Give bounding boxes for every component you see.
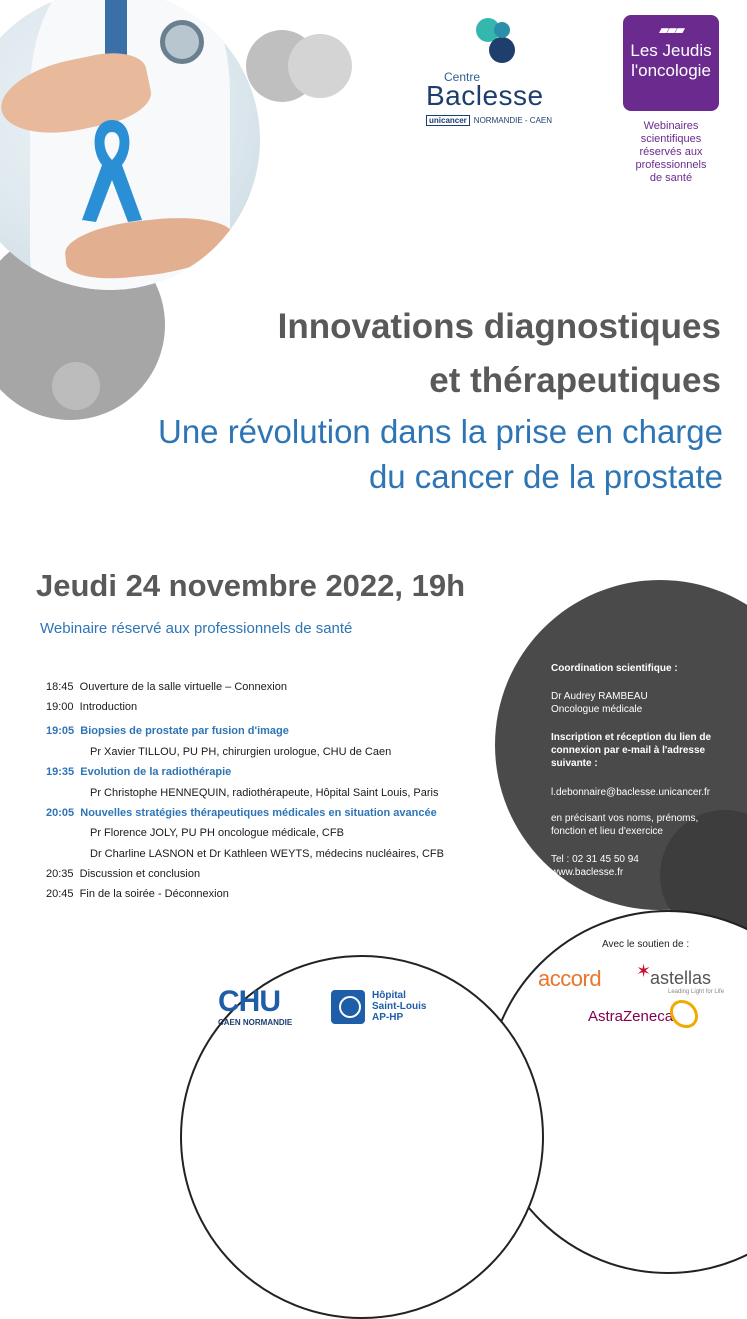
caption-line: professionnels xyxy=(635,159,707,171)
astellas-logo xyxy=(650,968,724,995)
coordinator-name: Dr Audrey RAMBEAU xyxy=(551,691,648,702)
chu-caen-logo xyxy=(218,987,292,1027)
program-text: Biopsies de prostate par fusion d'image xyxy=(80,725,289,737)
chu-label: CHU xyxy=(218,985,280,1018)
main-title-line2: et thérapeutiques xyxy=(429,361,721,400)
subtitle-line2: du cancer de la prostate xyxy=(368,458,723,495)
stethoscope-icon xyxy=(160,20,204,64)
website-link[interactable]: www.baclesse.fr xyxy=(551,867,624,878)
program-session xyxy=(46,807,437,819)
program-time: 20:35 xyxy=(46,868,74,880)
awareness-ribbon-icon xyxy=(72,110,152,230)
program-speaker: Pr Christophe HENNEQUIN, radiothérapeute, Hôpital Saint Louis, Paris xyxy=(90,787,439,799)
astrazeneca-logo: AstraZeneca xyxy=(588,1008,674,1025)
chu-caen-label: CAEN NORMANDIE xyxy=(218,1018,293,1027)
hospital-saint-louis-logo xyxy=(372,990,426,1023)
program-speaker: Dr Charline LASNON et Dr Kathleen WEYTS, médecins nucléaires, CFB xyxy=(90,848,444,860)
program-session xyxy=(46,766,231,778)
program-text: Discussion et conclusion xyxy=(79,868,201,880)
baclesse-subline xyxy=(426,116,552,125)
hsl-line: AP-HP xyxy=(372,1012,404,1023)
accord-logo: accord xyxy=(538,966,602,991)
coordinator-role: Oncologue médicale xyxy=(551,704,643,715)
caption-line: scientifiques xyxy=(640,133,702,145)
caption-line: de santé xyxy=(649,172,693,184)
baclesse-name: Baclesse xyxy=(426,80,544,111)
program-time: 19:00 xyxy=(46,701,74,713)
event-date: Jeudi 24 novembre 2022, 19h xyxy=(36,568,466,603)
precise-line: en précisant vos noms, prénoms, xyxy=(551,813,699,824)
contact-email[interactable]: l.debonnaire@baclesse.unicancer.fr xyxy=(551,787,711,798)
astellas-tagline: Leading Light for Life xyxy=(668,989,725,995)
unicancer-label: unicancer xyxy=(426,115,470,126)
astellas-star-icon: ✶ xyxy=(636,961,652,981)
astellas-name: astellas xyxy=(650,968,712,988)
accord-text-b: rd xyxy=(582,966,602,991)
program-time: 20:05 xyxy=(46,807,75,819)
program-time: 19:05 xyxy=(46,725,75,737)
caption-line: Webinaires xyxy=(643,120,699,132)
caption-line: réservés aux xyxy=(639,146,703,158)
decor-circle-grey-top-light xyxy=(288,34,352,98)
normandie-caen-label: NORMANDIE - CAEN xyxy=(473,116,553,125)
inscription-line: Inscription et réception du lien de xyxy=(551,732,712,743)
dots-icon: ▰▰▰ xyxy=(659,22,683,37)
doctor-ribbon-photo xyxy=(0,0,260,290)
sponsors-heading: Avec le soutien de : xyxy=(602,939,690,950)
precise-line: fonction et lieu d'exercice xyxy=(551,826,663,837)
subtitle-line1: Une révolution dans la prise en charge xyxy=(157,413,723,450)
inscription-line: suivante : xyxy=(551,758,598,769)
inscription-line: connexion par e-mail à l'adresse xyxy=(551,745,706,756)
program-text: Introduction xyxy=(79,701,138,713)
program-item xyxy=(46,681,287,693)
main-title-line1: Innovations diagnostiques xyxy=(277,307,721,346)
heart-icon xyxy=(339,996,361,1018)
program-text: Evolution de la radiothérapie xyxy=(80,766,232,778)
jeudis-line1: Les Jeudis xyxy=(630,41,712,60)
program-item xyxy=(46,888,229,900)
program-item xyxy=(46,701,137,713)
program-time: 18:45 xyxy=(46,681,74,693)
program-text: Fin de la soirée - Déconnexion xyxy=(79,888,229,900)
coordination-heading: Coordination scientifique : xyxy=(551,663,678,674)
jeudis-line2: l'oncologie xyxy=(631,61,711,80)
jeudis-caption xyxy=(626,120,716,185)
jeudis-oncologie-logo xyxy=(623,15,719,111)
program-item xyxy=(46,868,200,880)
program-speaker: Pr Xavier TILLOU, PU PH, chirurgien urologue, CHU de Caen xyxy=(90,746,392,758)
program-speaker: Pr Florence JOLY, PU PH oncologue médicale, CFB xyxy=(90,827,344,839)
hsl-line: Saint-Louis xyxy=(372,1001,427,1012)
centre-baclesse-logo xyxy=(426,16,566,128)
decor-circle-grey-small xyxy=(52,362,100,410)
accord-text-a: acc xyxy=(538,966,571,991)
program-session xyxy=(46,725,289,737)
program-time: 19:35 xyxy=(46,766,75,778)
baclesse-centre-label: Centre xyxy=(444,70,481,84)
baclesse-mark-icon xyxy=(472,16,518,66)
contact-phone: Tel : 02 31 45 50 94 xyxy=(551,854,639,865)
program-text: Nouvelles stratégies thérapeutiques médicales en situation avancée xyxy=(80,807,437,819)
reserved-notice: Webinaire réservé aux professionnels de santé xyxy=(40,620,353,637)
program-text: Ouverture de la salle virtuelle – Connexion xyxy=(79,681,287,693)
program-time: 20:45 xyxy=(46,888,74,900)
hsl-line: Hôpital xyxy=(372,990,406,1001)
